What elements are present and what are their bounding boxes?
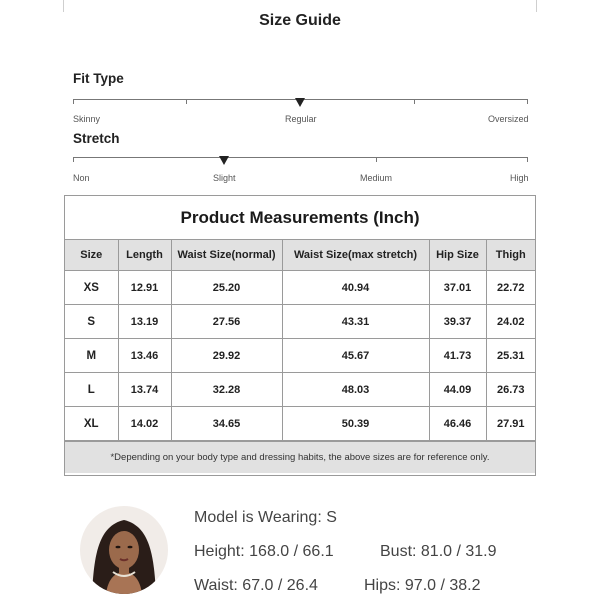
stretch-tick	[527, 157, 528, 162]
table-cell: 13.19	[118, 305, 171, 339]
table-cell: XL	[65, 407, 118, 441]
table-cell: 41.73	[429, 339, 486, 373]
table-header-row	[65, 240, 535, 271]
column-header: Hip Size	[429, 240, 486, 271]
table-cell: 29.92	[171, 339, 282, 373]
table-cell: 39.37	[429, 305, 486, 339]
column-header: Length	[118, 240, 171, 271]
table-cell: 50.39	[282, 407, 429, 441]
measurements-title: Product Measurements (Inch)	[65, 196, 535, 240]
stretch-title: Stretch	[73, 131, 120, 146]
measurements-table	[64, 195, 536, 476]
table-cell: M	[65, 339, 118, 373]
model-avatar	[80, 506, 168, 594]
column-header: Size	[65, 240, 118, 271]
fit-type-scale	[73, 99, 528, 100]
fit-type-title: Fit Type	[73, 71, 124, 86]
table-cell: 37.01	[429, 271, 486, 305]
column-header: Waist Size(max stretch)	[282, 240, 429, 271]
model-portrait-icon	[80, 506, 168, 594]
table-cell: 48.03	[282, 373, 429, 407]
table-cell: XS	[65, 271, 118, 305]
stretch-label-high: High	[510, 173, 529, 183]
table-cell: 12.91	[118, 271, 171, 305]
model-height: Height: 168.0 / 66.1	[194, 543, 334, 560]
table-cell: 45.67	[282, 339, 429, 373]
table-cell: S	[65, 305, 118, 339]
table-cell: 40.94	[282, 271, 429, 305]
stretch-label-medium: Medium	[360, 173, 393, 183]
column-header: Thigh	[486, 240, 535, 271]
stretch-tick	[73, 157, 74, 162]
frame-edge-left	[63, 0, 64, 12]
fit-type-label-skinny: Skinny	[73, 114, 101, 124]
table-cell: 43.31	[282, 305, 429, 339]
fit-type-marker-icon	[295, 98, 305, 107]
table-row	[65, 373, 535, 407]
column-header: Waist Size(normal)	[171, 240, 282, 271]
fit-type-label-oversized: Oversized	[488, 114, 529, 124]
table-row	[65, 407, 535, 441]
table-cell: 25.20	[171, 271, 282, 305]
page-title: Size Guide	[259, 12, 341, 29]
size-table	[65, 240, 535, 441]
stretch-scale	[73, 157, 528, 158]
stretch-label-non: Non	[73, 173, 90, 183]
reference-note: *Depending on your body type and dressing habits, the above sizes are for reference only.	[65, 441, 535, 473]
stretch-tick	[376, 157, 377, 162]
table-row	[65, 271, 535, 305]
fit-type-tick	[527, 99, 528, 104]
fit-type-tick	[73, 99, 74, 104]
table-row	[65, 339, 535, 373]
table-cell: 44.09	[429, 373, 486, 407]
table-cell: 32.28	[171, 373, 282, 407]
model-waist: Waist: 67.0 / 26.4	[194, 577, 318, 594]
table-cell: 27.91	[486, 407, 535, 441]
fit-type-tick	[414, 99, 415, 104]
frame-edge-right	[536, 0, 537, 12]
table-cell: 22.72	[486, 271, 535, 305]
fit-type-tick	[186, 99, 187, 104]
table-cell: 46.46	[429, 407, 486, 441]
model-wearing: Model is Wearing: S	[194, 509, 337, 526]
model-hips: Hips: 97.0 / 38.2	[364, 577, 481, 594]
table-cell: 27.56	[171, 305, 282, 339]
table-cell: 34.65	[171, 407, 282, 441]
stretch-label-slight: Slight	[213, 173, 236, 183]
table-row	[65, 305, 535, 339]
table-cell: 24.02	[486, 305, 535, 339]
model-bust: Bust: 81.0 / 31.9	[380, 543, 497, 560]
fit-type-label-regular: Regular	[285, 114, 317, 124]
table-cell: 26.73	[486, 373, 535, 407]
stretch-marker-icon	[219, 156, 229, 165]
table-cell: 25.31	[486, 339, 535, 373]
table-cell: 14.02	[118, 407, 171, 441]
table-cell: 13.74	[118, 373, 171, 407]
table-cell: L	[65, 373, 118, 407]
table-cell: 13.46	[118, 339, 171, 373]
